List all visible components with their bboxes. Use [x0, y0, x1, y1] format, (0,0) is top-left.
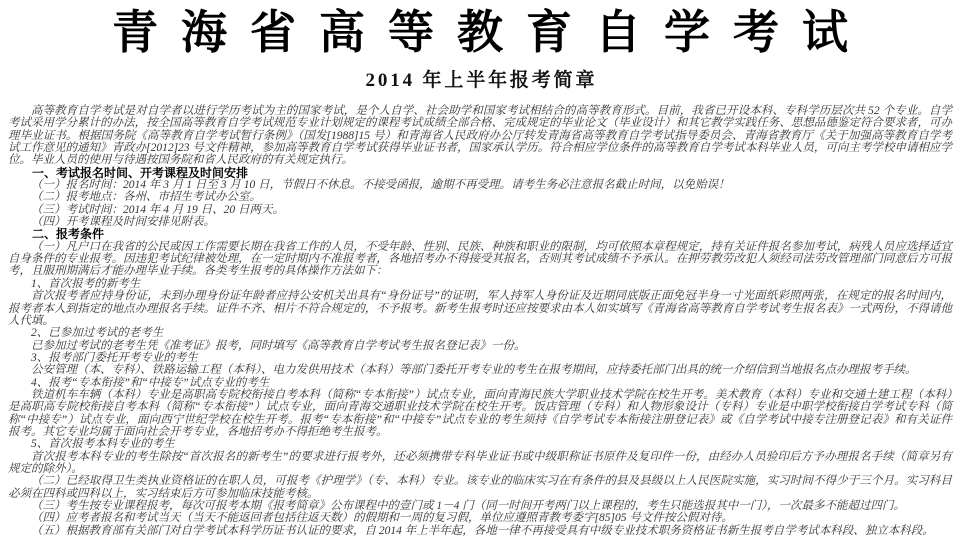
sub-heading-entrusted-majors: 3、报考部门委托开考专业的考生: [31, 351, 198, 364]
section-2-paragraph-returning-candidates: 已参加过考试的老考生凭《准考证》报考，同时填写《高等教育自学考试考生报名登记表》一份。: [31, 339, 526, 352]
section-2-paragraph-eligibility: （一）凡户口在我省的公民或因工作需要长期在我省工作的人员，不受年龄、性别、民族、种族和职业的限制，均可依照本章程规定，持有关证件报名参加考试，病残人员应选择适宜自身条件的专业报考。因违犯考试纪律被处理，在一定时期内不准报考者，各地招考办不得接受其报名，否则其考试成绩不予承认。在押劳教劳改犯人须经司法劳改管理部门同意后方可报考，且服刑期满后才能办理毕业手续。各类考生报考的具体操作方法如下：: [8, 240, 952, 278]
section-2-paragraph-new-candidates: 首次报考者应持身份证，未到办理身份证年龄者应持公安机关出具有“身份证号”的证明，军人持军人身份证及近期同底版正面免冠半身一寸光面纸彩照两张，在规定的报名时间内，报考者本人到指定的地点办理报名手续。证件不齐、相片不符合规定的，不予报考。新考生报考时还应按要求由本人如实填写《青海省高等教育自学考试考生报名表》一式两份，不得请他人代填。: [8, 290, 952, 327]
section-2-paragraph-certification: （五）根据教育部有关部门对自学考试本科学历证书认证的要求，自 2014 年上半年起，各地一律不再接受具有中级专业技术职务资格证书新生报考自学考试本科段、独立本科段。: [31, 524, 934, 537]
document-title: 青海省高等教育自学考试: [112, 7, 871, 58]
section-2-heading: 二、报考条件: [32, 227, 105, 242]
section-1-item-exam-time: （三）考试时间：2014 年 4 月 19 日、20 日两天。: [31, 203, 284, 216]
section-2-paragraph-pilot-majors: 铁道机车车辆（本科）专业是高职高专院校衔接自考本科（简称“专本衔接”）试点专业，面向青海民族大学职业技术学院在校生开考。美术教育（本科）专业和交通土建工程（本科）是高职高专院校衔接自考本科（简称“专本衔接”）试点专业，面向青海交通职业技术学院在校生开考。饭店管理（专科）和人物形象设计（专科）专业是中职学校衔接自学考试专科（简称“中接专”）试点专业，面向西宁世纪学校在校生开考。报考“专本衔接”和“中接专”试点专业的考生须持《自学考试专本衔接注册登记表》或《自学考试中接专注册登记表》和有关证件报考。其它专业均属于面向社会开考专业，各地招考办不得拒绝考生报考。: [8, 388, 952, 438]
section-2-paragraph-entrusted-majors: 公安管理（本、专科）、铁路运输工程（本科）、电力发供用技术（本科）等部门委托开考专业的考生在报考期间，应持委托部门出具的统一介绍信到当地报名点办理报考手续。: [31, 364, 917, 377]
document-subtitle: 2014 年上半年报考简章: [365, 70, 598, 91]
section-1-heading: 一、考试报名时间、开考课程及时间安排: [32, 165, 249, 180]
sub-heading-new-candidates: 1、首次报考的新考生: [31, 277, 141, 290]
sub-heading-first-bachelor: 5、首次报考本科专业的考生: [31, 438, 175, 451]
section-1-item-registration-time: （一）报名时间：2014 年 3 月 1 日至 3 月 10 日，节假日不休息。不接受函报，逾期不再受理。请考生务必注意报名截止时间，以免贻误！: [31, 179, 730, 192]
section-1-item-registration-place: （二）报考地点：各州、市招生考试办公室。: [31, 191, 261, 204]
section-2-paragraph-course-limit: （三）考生按专业课程报考，每次可报考本期《报考简章》公布课程中的壹门或 1－4 门（同一时间开考两门以上课程的，考生只能选报其中一门），一次最多不能超过四门。: [31, 500, 905, 512]
section-2-paragraph-leave-policy: （四）应考者报名和考试当天（当天不能返回者包括往返天数）的假期和一周的复习假，单位应遵照青教考委字[85]05 号文件按公假对待。: [31, 512, 733, 525]
sub-heading-pilot-majors: 4、报考“专本衔接”和“中接专”试点专业的考生: [31, 376, 270, 389]
sub-heading-returning-candidates: 2、已参加过考试的老考生: [31, 327, 164, 340]
section-2-paragraph-nursing: （二）已经取得卫生类执业资格证的在职人员，可报考《护理学》（专、本科）专业。该专业的临床实习在有条件的县及县级以上人民医院实施，实习时间不得少于三个月。实习科目必须在四科或四科以上，实习结束后方可参加临床技能考核。: [8, 475, 952, 500]
section-2-paragraph-first-bachelor: 首次报考本科专业的考生除按“首次报名的新考生”的要求进行报考外，还必须携带专科毕业证书或中级职称证书原件及复印件一份，由经办人员验印后方予办理报名手续（简章另有规定的除外）。: [8, 450, 952, 475]
document-body: [8, 105, 952, 537]
intro-paragraph: 高等教育自学考试是对自学者以进行学历考试为主的国家考试，是个人自学、社会助学和国家考试相结合的高等教育形式。目前，我省已开设本科、专科学历层次共 52 个专业。自学考试采用学分累计的办法，按全国高等教育自学考试规范专业计划规定的课程考试成绩全部合格、完成规定的毕业论文（毕业设计）和其它教学实践任务、思想品德鉴定符合要求者，可办理毕业证书。根据国务院《高等教育自学考试暂行条例》（国发[1988]15 号）和青海省人民政府办公厅转发青海省高等教育自学考试指导委员会、青海省教育厅《关于加强高等教育自学考试工作意见的通知》青政办[2012]23 号文件精神，参加高等教育自学考试获得毕业证书者，国家承认学历。符合相应学位条件的高等教育自学考试本科毕业人员，可向主考学校申请相应学位。毕业人员的使用与待遇按国务院和省人民政府的有关规定执行。: [8, 105, 952, 167]
section-1-item-course-schedule: （四）开考课程及时间安排见附表。: [31, 216, 215, 229]
